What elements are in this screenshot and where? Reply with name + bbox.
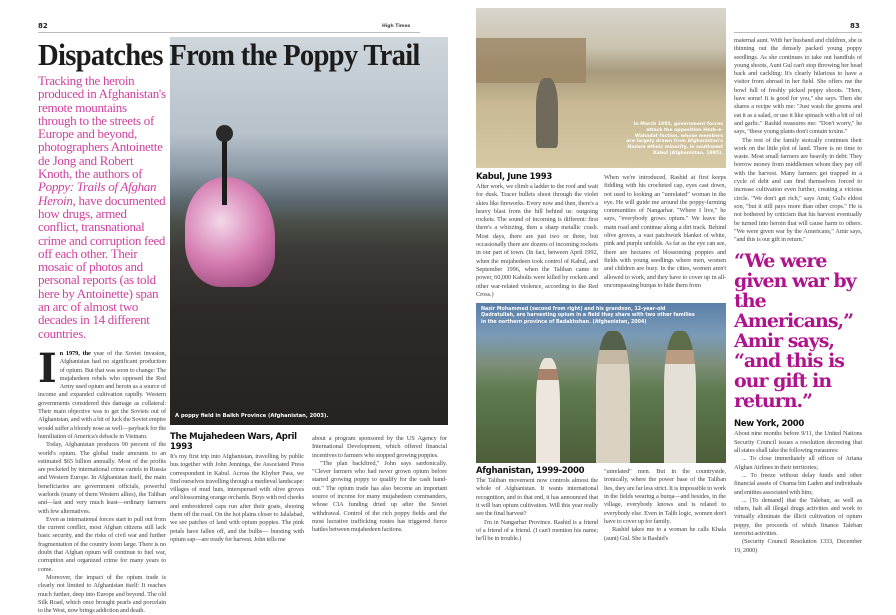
book-title: Poppy: Trails of Afghan Heroin bbox=[38, 179, 157, 208]
intro-text: Tracking the heroin produced in Afghanistan's remote mountains through to the streets of Europe and beyond, photographers Antoinette de Jong and Robert Knoth, the authors of bbox=[38, 73, 166, 182]
running-head: High Times bbox=[382, 24, 411, 29]
left-text-stack bbox=[38, 74, 166, 615]
paragraph: Even as international forces start to pull out from the current conflict, most Afghan citizens still lack basic security, and the risks of civil war and further fragmentation of the country loom large. There is no doubt that Afghan opium will continue to fuel war, corruption and organized crime for many years to come. bbox=[38, 515, 166, 573]
paragraph: The rest of the family stoically continues their work on the little plot of land. There is no time to waste. Most small farmers are heavily in debt: They borrow money from middlemen whom they pay off with the harvest. Many farmers get trapped in a cycle of debt and can find themselves forced to increase cultivation even further, creating a vicious circle. "We don't get rich," says Amir, Gul's eldest son, "but it still pays more than other crops." He is not bothered by criticism that his harvest eventually be turned into heroin that will cause harm to others. "We were given war by the Americans," Amir says, "and this is our gift in return." bbox=[734, 136, 862, 244]
paragraph: After work, we climb a ladder to the roof and wait for dusk. Tracer bullets shoot through the violet skies like fireworks. Every now and then, there's a heavy blast from the hill behind us: outgoing rockets. The sound of incoming is different: first there's a whizzing, then a sharp metallic crash. Most days, there are just two or three, but occasionally there are dozens of incoming rockets in our part of town. (In fact, between April 1992, when the mujahedeen took control of Kabul, and September 1996, when the Taliban came to power, 60,000 Kabulis were killed by rockets and other war-related violence, according to the Red Cross.) bbox=[476, 183, 598, 298]
kabul-photo bbox=[476, 8, 726, 168]
photo-caption: In March 1995, government forces attack the opposition Hezb-e-Wahadat faction, whose members are largely drawn from Afghanistan's Hazara ethnic minority, in southwest Kabul (Afghanistan, 1995). bbox=[626, 122, 723, 156]
article-column-1 bbox=[38, 344, 166, 615]
paragraph: ... To close immediately all offices of Ariana Afghan Airlines in their territories; bbox=[734, 455, 862, 471]
kabul-row bbox=[476, 172, 726, 299]
paragraph: (Security Council Resolution 1333, December 19, 2000) bbox=[734, 538, 862, 554]
pull-quote: “We were given war by the Americans,” Amir says, “and this is our gift in return.” bbox=[734, 250, 856, 413]
lead-in: n 1979, the bbox=[59, 349, 91, 357]
paragraph: maternal aunt. With her husband and children, she is thinning out the densely packed young poppy seedlings. As she continues to take out handfuls of young shoots, Aunt Gul can't stop throwing her head back and cackling: It's clearly hilarious to have a visitor from abroad in her field. She offers me the bowl full of freshly picked poppy shoots. "Here, have some! It is good for you," she says. Then she shares a recipe with me: "Just wash the greens and eat it as a salad, or use it like spinach with a bit of oil and garlic." Rashid reassures me: "Don't worry," he says, "these young plants don't contain toxins." bbox=[734, 37, 862, 136]
afghanistan-row bbox=[476, 466, 726, 543]
harvest-photo bbox=[476, 303, 726, 463]
drop-cap: I bbox=[38, 344, 57, 392]
page-title: Dispatches From the Poppy Trail bbox=[38, 37, 420, 72]
paragraph: "The plan backfired," John says sardonically. "Clever farmers who had never grown opium before started growing poppy to qualify for the cash hand-out." The opium trade has also become an important source of income for many mujahedeen commanders, whose CIA funding dried up after the Soviet withdrawal. Control of the rich poppy fields and the most lucrative trafficking routes has triggered fierce battles between mujahedeen factions. bbox=[312, 459, 447, 534]
right-column-stack bbox=[734, 37, 862, 555]
new-york-column bbox=[734, 419, 862, 554]
photo-caption: A poppy field in Balkh Province (Afghanistan, 2003). bbox=[175, 413, 329, 419]
photo-caption: Nazir Mohammed (second from right) and his grandson, 12-year-old Qadratullah, are harvesting opium in a field they share with two other families in the northern province of Badakhshan. (Afghanistan, 2004) bbox=[481, 307, 695, 325]
poppy-field-photo bbox=[170, 37, 448, 425]
header-rule bbox=[38, 32, 420, 33]
section-heading: The Mujahedeen Wars, April 1993 bbox=[170, 432, 297, 452]
afghanistan-column-b bbox=[604, 468, 726, 543]
paragraph: year of the Soviet invasion, Afghanistan had no significant production of opium. But that was soon to change: The mujahedeen rebels who opposed the Red Army used opium and heroin as a source of income and expanded cultivation rapidly. Western governments considered this damage as collateral: Their main objective was to get the Soviets out of Afghanistan, and with a bit of luck the Soviet empire would suffer a bloody nose as well—payback for the humiliation of America's debacle in Vietnam. bbox=[38, 349, 166, 440]
burqa-figure bbox=[536, 78, 558, 148]
paragraph: ... [To demand] that the Taleban, as well as others, halt all illegal drugs activities and work to virtually eliminate the illicit cultivation of opium poppy, the proceeds of which finance Taleban terrorist activities. bbox=[734, 496, 862, 537]
section-heading: New York, 2000 bbox=[734, 419, 804, 430]
afghanistan-column-a bbox=[476, 466, 598, 543]
paragraph: The Taliban movement now controls almost the whole of Afghanistan. It wants international recognition, and to that end, it has announced that it will ban opium cultivation. Will this year really see the final harvest? bbox=[476, 477, 598, 518]
paragraph: When we're introduced, Rashid at first keeps fiddling with his crocheted cap, eyes cast down, not used to looking an "unrelated" woman in the eye. He will guide me around the poppy-farming communities of Nangarhar. "Where I live," he says, "everybody grows opium." We leave the main road and continue along a dirt track. Behind olive groves, a vast patchwork blanket of white, pink and purple unfolds. As far as the eye can see, there are hectares of blossoming poppies and fields with young seedlings where men, women and children are busy. In the cities, women aren't allowed to work, and they have to cover up in all-encompassing burqas to hide them from bbox=[604, 174, 726, 289]
paragraph: Rashid takes me to a woman he calls Khala (aunt) Gul. She is Rashid's bbox=[604, 526, 726, 542]
paragraph: About nine months before 9/11, the United Nations Security Council issues a resolution decreeing that all states shall take the following measures: bbox=[734, 430, 862, 455]
rashid-column bbox=[604, 174, 726, 290]
ruined-buildings bbox=[476, 38, 586, 83]
header-rule bbox=[734, 32, 862, 33]
right-middle-stack bbox=[476, 8, 726, 544]
paragraph: I'm in Nangarhar Province. Rashid is a friend of a friend of a friend. (I can't mention his name; he'll be in trouble.) bbox=[476, 518, 598, 543]
right-column bbox=[734, 37, 862, 244]
poppy-pod bbox=[216, 125, 233, 142]
intro-text-end: , have documented how drugs, armed conflict, transnational crime and corruption feed off each other. Their mosaic of photos and personal reports (as told here by Antoinette) span an arc of almost two decades in 14 different countries. bbox=[38, 192, 166, 341]
paragraph: Moreover, the impact of the opium trade is clearly not limited to Afghanistan itself: It reaches much further, deep into Europe and beyond. The old Silk Road, which once brought pearls and porcelain to the West, now brings addiction and death. bbox=[38, 573, 166, 615]
section-heading: Kabul, June 1993 bbox=[476, 172, 553, 182]
man-figure bbox=[664, 331, 696, 463]
paragraph: "unrelated" men. But in the countryside, ironically, where the power base of the Taliban lies, they are far less strict. It is impossible to work in the fields wearing a burqa—and besides, in the village, everybody knows and is related to everybody else. Even in Talib logic, women don't have to cover up for family. bbox=[604, 468, 726, 525]
intro-deck bbox=[38, 74, 166, 340]
paragraph: It's my first trip into Afghanistan, travelling by public bus together with John Jennings, the Associated Press correspondent in Kabul. Across the Khyber Pass, we find ourselves travelling through a medieval landscape: villages of mud huts, interspersed with olive groves and blossoming orange orchards. Boys with red cheeks and embroidered caps run after their goats, shooing them off the road. On the hot plains closer to Jalalabad, we see patches of land with opium poppies. The pink petals have fallen off, and the bulbs— bursting with opium sap—are ready for harvest. John tells me bbox=[170, 453, 304, 543]
paragraph: Today, Afghanistan produces 90 percent of the world's opium. The global trade amounts to an estimated $65 billion annually. Most of the profits are pocketed by international crime cartels in Russia and Western Europe. In Afghanistan itself, the main beneficiaries are government officials, powerful warlords (many of them Western allies), the Taliban and—last and very much least—ordinary farmers with few alternatives. bbox=[38, 441, 166, 515]
kabul-column bbox=[476, 172, 598, 299]
section-heading: Afghanistan, 1999-2000 bbox=[476, 466, 585, 477]
page-number-left: 82 bbox=[38, 22, 48, 30]
paragraph: ... To freeze without delay funds and other financial assets of Osama bin Laden and individuals and entities associated with him; bbox=[734, 471, 862, 496]
poppy-stem bbox=[222, 135, 227, 205]
poppy-flower bbox=[185, 177, 275, 287]
section1-column-b bbox=[312, 435, 447, 535]
man-figure bbox=[596, 331, 630, 463]
page-number-right: 83 bbox=[850, 22, 860, 30]
section1-column-a bbox=[170, 432, 304, 544]
boy-figure bbox=[536, 358, 560, 463]
paragraph: about a program sponsored by the US Agency for International Development, which offered financial incentives to farmers who stopped growing poppies. bbox=[312, 435, 447, 459]
